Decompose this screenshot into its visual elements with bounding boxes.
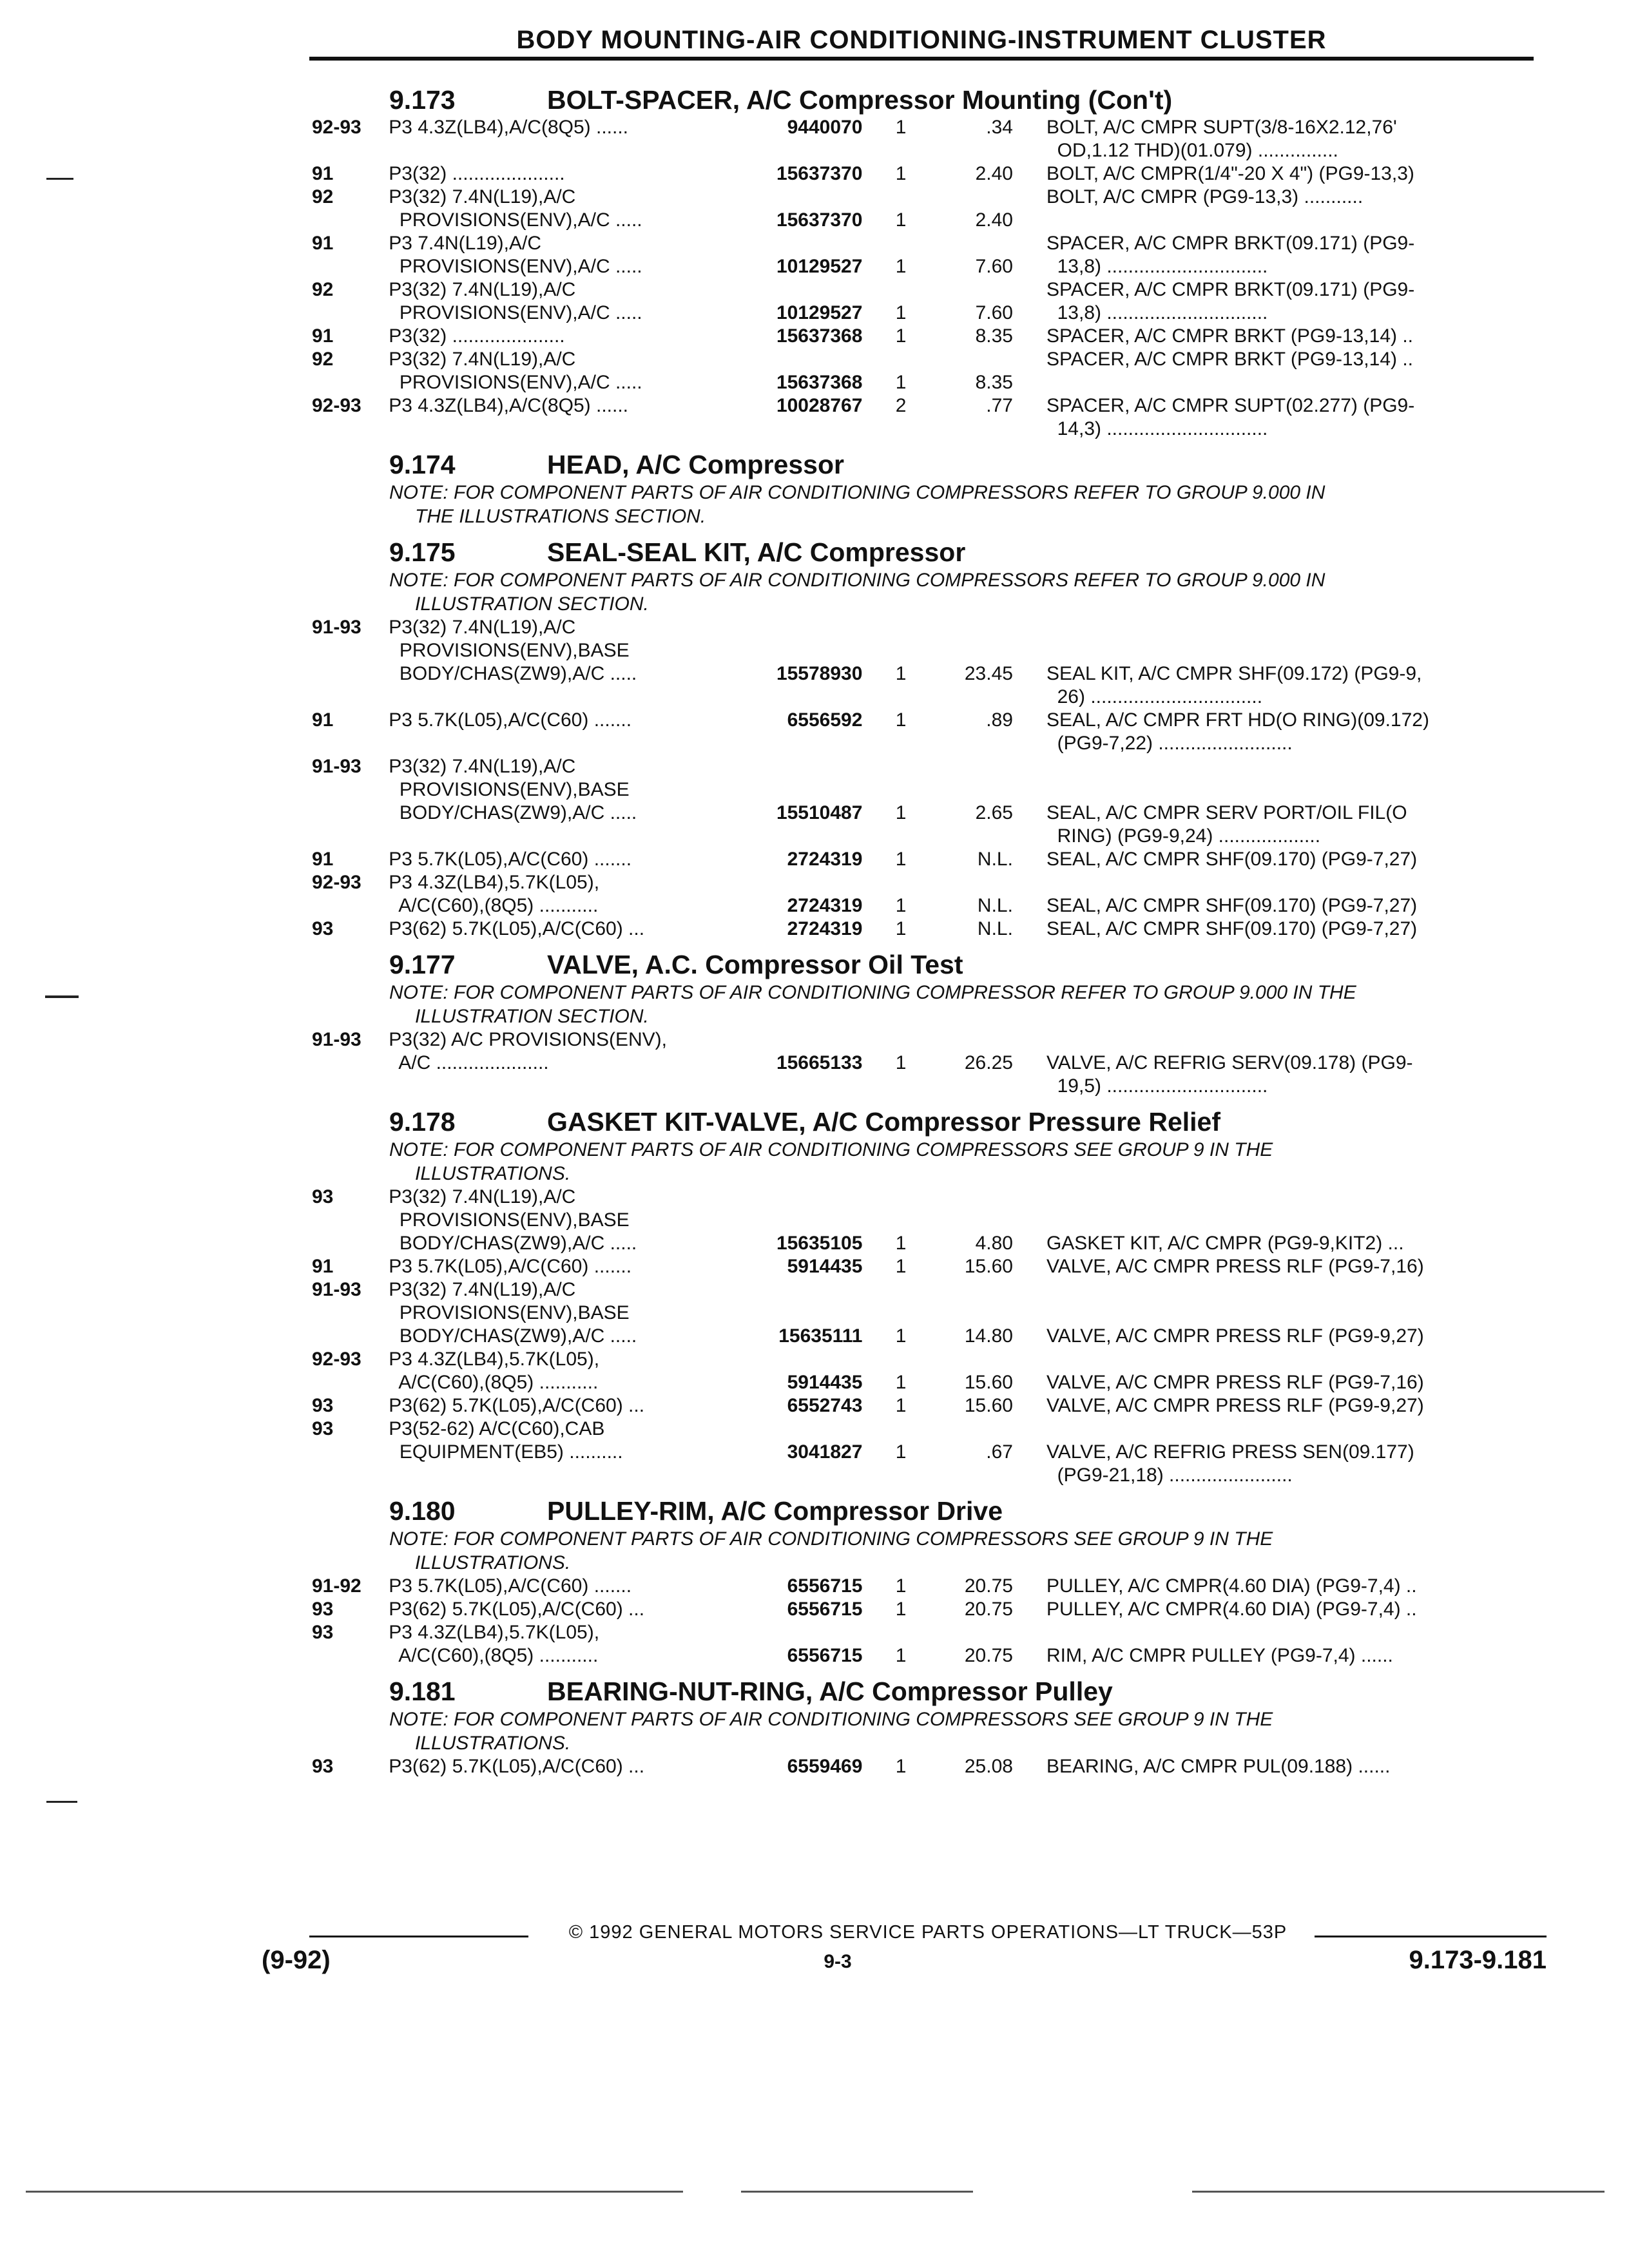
quantity: 1: [895, 325, 907, 347]
part-description: SPACER, A/C CMPR BRKT (PG9-13,14) ..: [1046, 325, 1414, 347]
model-years: 91: [312, 233, 334, 254]
model-years: 93: [312, 1599, 334, 1620]
scan-edge: [26, 2191, 683, 2193]
part-row: [312, 848, 1536, 871]
model-years: 93: [312, 1622, 334, 1643]
usage-description: P3 4.3Z(LB4),A/C(8Q5) ......: [389, 117, 629, 138]
list-price: 2.65: [975, 802, 1013, 823]
section-note: NOTE: FOR COMPONENT PARTS OF AIR CONDITIONING COMPRESSOR REFER TO GROUP 9.000 IN THE: [389, 982, 1356, 1003]
part-description: SEAL, A/C CMPR SHF(09.170) (PG9-7,27): [1046, 849, 1418, 870]
part-row: [312, 394, 1536, 441]
section-number: 9.173: [389, 85, 456, 115]
model-years: 93: [312, 1186, 334, 1207]
list-price: .67: [986, 1441, 1013, 1463]
quantity: 1: [895, 372, 907, 393]
list-price: 25.08: [964, 1756, 1013, 1777]
part-description: PULLEY, A/C CMPR(4.60 DIA) (PG9-7,4) ..: [1046, 1575, 1417, 1597]
part-number: 2724319: [787, 918, 863, 939]
section-number: 9.174: [389, 450, 456, 479]
quantity: 1: [895, 1645, 907, 1666]
section-number: 9.181: [389, 1677, 456, 1706]
usage-description: P3(62) 5.7K(L05),A/C(C60) ...: [389, 1756, 645, 1777]
section-heading: [312, 536, 1536, 568]
model-years: 92: [312, 279, 334, 300]
part-number: 15637368: [776, 325, 863, 347]
model-years: 91-93: [312, 1279, 361, 1300]
part-row: [312, 1755, 1536, 1778]
part-number: 6556715: [787, 1645, 863, 1666]
list-price: 23.45: [964, 663, 1013, 684]
list-price: 7.60: [975, 256, 1013, 277]
section-note-continued: [312, 1731, 1536, 1755]
part-number: 15637370: [776, 163, 863, 184]
model-years: 92-93: [312, 117, 361, 138]
section-title: VALVE, A.C. Compressor Oil Test: [547, 950, 963, 979]
model-years: 92-93: [312, 872, 361, 893]
part-description: SEAL KIT, A/C CMPR SHF(09.172) (PG9-9, 26) ................................: [1046, 663, 1422, 707]
part-description: BOLT, A/C CMPR (PG9-13,3) ...........: [1046, 186, 1364, 207]
section-note-text: THE ILLUSTRATIONS SECTION.: [415, 506, 706, 527]
usage-description: P3 5.7K(L05),A/C(C60) .......: [389, 709, 632, 731]
part-number: 6556715: [787, 1599, 863, 1620]
quantity: 1: [895, 1325, 907, 1347]
model-years: 91: [312, 709, 334, 731]
list-price: .77: [986, 395, 1013, 416]
quantity: 2: [895, 395, 907, 416]
section-heading: [312, 1106, 1536, 1138]
quantity: 1: [895, 1395, 907, 1416]
usage-description: P3(62) 5.7K(L05),A/C(C60) ...: [389, 918, 645, 939]
section-note-text: ILLUSTRATIONS.: [415, 1163, 571, 1184]
section-title: PULLEY-RIM, A/C Compressor Drive: [547, 1496, 1003, 1526]
part-number: 15637370: [776, 209, 863, 231]
usage-description: P3 5.7K(L05),A/C(C60) .......: [389, 849, 632, 870]
quantity: 1: [895, 209, 907, 231]
part-row: [312, 348, 1536, 394]
section-heading: [312, 84, 1536, 116]
part-row: [312, 1621, 1536, 1667]
usage-description: P3(32) 7.4N(L19),A/C PROVISIONS(ENV),A/C .....: [389, 279, 642, 323]
quantity: 1: [895, 1756, 907, 1777]
part-description: VALVE, A/C CMPR PRESS RLF (PG9-9,27): [1046, 1325, 1424, 1347]
model-years: 92-93: [312, 395, 361, 416]
part-description: VALVE, A/C REFRIG PRESS SEN(09.177) (PG9-21,18) .......................: [1046, 1441, 1414, 1486]
usage-description: P3 7.4N(L19),A/C PROVISIONS(ENV),A/C .....: [389, 233, 642, 277]
part-row: [312, 186, 1536, 232]
parts-listing: [312, 76, 1536, 1778]
usage-description: P3 4.3Z(LB4),5.7K(L05), A/C(C60),(8Q5) ...........: [389, 872, 600, 916]
list-price: N.L.: [977, 895, 1013, 916]
usage-description: P3 5.7K(L05),A/C(C60) .......: [389, 1575, 632, 1597]
part-description: SPACER, A/C CMPR BRKT(09.171) (PG9- 13,8) ..............................: [1046, 279, 1415, 323]
section-heading: [312, 1675, 1536, 1707]
usage-description: P3 4.3Z(LB4),A/C(8Q5) ......: [389, 395, 629, 416]
part-row: [312, 1278, 1536, 1348]
header-rule: [309, 57, 1534, 61]
section-heading: [312, 1495, 1536, 1527]
quantity: 1: [895, 802, 907, 823]
part-number: 6559469: [787, 1756, 863, 1777]
section-title: HEAD, A/C Compressor: [547, 450, 844, 479]
section-title: BEARING-NUT-RING, A/C Compressor Pulley: [547, 1677, 1113, 1706]
quantity: 1: [895, 1441, 907, 1463]
part-number: 10028767: [776, 395, 863, 416]
section-note-continued: [312, 505, 1536, 528]
model-years: 91: [312, 849, 334, 870]
part-number: 3041827: [787, 1441, 863, 1463]
part-number: 10129527: [776, 302, 863, 323]
section-note: NOTE: FOR COMPONENT PARTS OF AIR CONDITIONING COMPRESSORS SEE GROUP 9 IN THE: [389, 1139, 1273, 1160]
section-note-text: ILLUSTRATION SECTION.: [415, 593, 649, 615]
part-number: 10129527: [776, 256, 863, 277]
part-row: [312, 1418, 1536, 1487]
part-number: 15510487: [776, 802, 863, 823]
part-description: SEAL, A/C CMPR FRT HD(O RING)(09.172) (PG9-7,22) .........................: [1046, 709, 1429, 754]
model-years: 93: [312, 1418, 334, 1439]
part-row: [312, 1394, 1536, 1418]
list-price: 15.60: [964, 1395, 1013, 1416]
list-price: 20.75: [964, 1575, 1013, 1597]
part-description: SEAL, A/C CMPR SERV PORT/OIL FIL(O RING) (PG9-9,24) ...................: [1046, 802, 1407, 847]
part-row: [312, 232, 1536, 278]
model-years: 93: [312, 918, 334, 939]
page-title: BODY MOUNTING-AIR CONDITIONING-INSTRUMENT CLUSTER: [516, 26, 1327, 54]
usage-description: P3(32) 7.4N(L19),A/C PROVISIONS(ENV),A/C .....: [389, 186, 642, 231]
model-years: 91-93: [312, 756, 361, 777]
part-description: BEARING, A/C CMPR PUL(09.188) ......: [1046, 1756, 1391, 1777]
quantity: 1: [895, 709, 907, 731]
part-row: [312, 616, 1536, 709]
model-years: 93: [312, 1395, 334, 1416]
part-row: [312, 918, 1536, 941]
part-description: SEAL, A/C CMPR SHF(09.170) (PG9-7,27): [1046, 918, 1418, 939]
part-row: [312, 709, 1536, 755]
part-number: 6556715: [787, 1575, 863, 1597]
model-years: 91-92: [312, 1575, 361, 1597]
section-title: SEAL-SEAL KIT, A/C Compressor: [547, 537, 966, 567]
list-price: 20.75: [964, 1599, 1013, 1620]
section-title: BOLT-SPACER, A/C Compressor Mounting (Con't): [547, 85, 1173, 115]
section-note-continued: [312, 1004, 1536, 1028]
list-price: .34: [986, 117, 1013, 138]
list-price: 8.35: [975, 372, 1013, 393]
part-number: 6556592: [787, 709, 863, 731]
quantity: 1: [895, 1372, 907, 1393]
list-price: 26.25: [964, 1052, 1013, 1073]
section-title: GASKET KIT-VALVE, A/C Compressor Pressure Relief: [547, 1107, 1220, 1137]
section-note-continued: [312, 592, 1536, 616]
margin-mark: [45, 995, 79, 998]
usage-description: P3(32) .....................: [389, 163, 565, 184]
model-years: 91: [312, 325, 334, 347]
part-description: GASKET KIT, A/C CMPR (PG9-9,KIT2) ...: [1046, 1233, 1404, 1254]
part-description: RIM, A/C CMPR PULLEY (PG9-7,4) ......: [1046, 1645, 1393, 1666]
usage-description: P3 4.3Z(LB4),5.7K(L05), A/C(C60),(8Q5) ...........: [389, 1349, 600, 1393]
section-number: 9.175: [389, 537, 456, 567]
list-price: N.L.: [977, 849, 1013, 870]
usage-description: P3(52-62) A/C(C60),CAB EQUIPMENT(EB5) ..........: [389, 1418, 623, 1463]
revision-date: (9-92): [262, 1946, 331, 1974]
section-note: NOTE: FOR COMPONENT PARTS OF AIR CONDITIONING COMPRESSORS REFER TO GROUP 9.000 IN: [389, 570, 1325, 591]
part-number: 2724319: [787, 895, 863, 916]
list-price: .89: [986, 709, 1013, 731]
list-price: 4.80: [975, 1233, 1013, 1254]
part-row: [312, 1575, 1536, 1598]
usage-description: P3(32) 7.4N(L19),A/C PROVISIONS(ENV),BASE BODY/CHAS(ZW9),A/C .....: [389, 1186, 637, 1254]
page-number: 9-3: [824, 1951, 852, 1972]
section-note-continued: [312, 1551, 1536, 1575]
part-number: 9440070: [787, 117, 863, 138]
section-number: 9.180: [389, 1496, 456, 1526]
part-row: [312, 1598, 1536, 1621]
quantity: 1: [895, 849, 907, 870]
part-number: 15665133: [776, 1052, 863, 1073]
quantity: 1: [895, 895, 907, 916]
part-row: [312, 1255, 1536, 1278]
part-row: [312, 1348, 1536, 1394]
footer-rule-right: [1315, 1936, 1547, 1937]
usage-description: P3(32) 7.4N(L19),A/C PROVISIONS(ENV),BASE BODY/CHAS(ZW9),A/C .....: [389, 756, 637, 823]
section-note-continued: [312, 1162, 1536, 1186]
part-row: [312, 1028, 1536, 1098]
part-description: BOLT, A/C CMPR(1/4"-20 X 4") (PG9-13,3): [1046, 163, 1414, 184]
section-note: NOTE: FOR COMPONENT PARTS OF AIR CONDITIONING COMPRESSORS REFER TO GROUP 9.000 IN: [389, 482, 1325, 503]
list-price: 2.40: [975, 209, 1013, 231]
margin-mark: [46, 1801, 77, 1803]
model-years: 91: [312, 163, 334, 184]
section-note-text: ILLUSTRATION SECTION.: [415, 1006, 649, 1027]
copyright-notice: © 1992 GENERAL MOTORS SERVICE PARTS OPERATIONS—LT TRUCK—53P: [568, 1922, 1287, 1943]
quantity: 1: [895, 1599, 907, 1620]
section-note-text: ILLUSTRATIONS.: [415, 1552, 571, 1573]
model-years: 92-93: [312, 1349, 361, 1370]
part-row: [312, 755, 1536, 848]
quantity: 1: [895, 256, 907, 277]
model-years: 93: [312, 1756, 334, 1777]
part-row: [312, 871, 1536, 918]
quantity: 1: [895, 117, 907, 138]
quantity: 1: [895, 663, 907, 684]
part-description: VALVE, A/C CMPR PRESS RLF (PG9-9,27): [1046, 1395, 1424, 1416]
section-heading: [312, 448, 1536, 481]
list-price: 14.80: [964, 1325, 1013, 1347]
list-price: 8.35: [975, 325, 1013, 347]
model-years: 91-93: [312, 1029, 361, 1050]
list-price: 15.60: [964, 1372, 1013, 1393]
usage-description: P3 5.7K(L05),A/C(C60) .......: [389, 1256, 632, 1277]
part-row: [312, 325, 1536, 348]
part-row: [312, 1186, 1536, 1255]
part-row: [312, 278, 1536, 325]
part-description: VALVE, A/C CMPR PRESS RLF (PG9-7,16): [1046, 1372, 1424, 1393]
quantity: 1: [895, 1233, 907, 1254]
model-years: 91-93: [312, 617, 361, 638]
scan-edge: [741, 2191, 973, 2193]
part-number: 5914435: [787, 1372, 863, 1393]
part-number: 5914435: [787, 1256, 863, 1277]
section-note: NOTE: FOR COMPONENT PARTS OF AIR CONDITIONING COMPRESSORS SEE GROUP 9 IN THE: [389, 1528, 1273, 1550]
part-description: VALVE, A/C REFRIG SERV(09.178) (PG9- 19,5) ..............................: [1046, 1052, 1413, 1097]
model-years: 92: [312, 349, 334, 370]
quantity: 1: [895, 918, 907, 939]
section-number: 9.178: [389, 1107, 456, 1137]
usage-description: P3 4.3Z(LB4),5.7K(L05), A/C(C60),(8Q5) ...........: [389, 1622, 600, 1666]
quantity: 1: [895, 302, 907, 323]
part-number: 2724319: [787, 849, 863, 870]
part-number: 15578930: [776, 663, 863, 684]
quantity: 1: [895, 163, 907, 184]
quantity: 1: [895, 1575, 907, 1597]
usage-description: P3(32) 7.4N(L19),A/C PROVISIONS(ENV),A/C .....: [389, 349, 642, 393]
part-description: PULLEY, A/C CMPR(4.60 DIA) (PG9-7,4) ..: [1046, 1599, 1417, 1620]
section-note: NOTE: FOR COMPONENT PARTS OF AIR CONDITIONING COMPRESSORS SEE GROUP 9 IN THE: [389, 1709, 1273, 1730]
usage-description: P3(32) 7.4N(L19),A/C PROVISIONS(ENV),BASE BODY/CHAS(ZW9),A/C .....: [389, 1279, 637, 1347]
part-description: VALVE, A/C CMPR PRESS RLF (PG9-7,16): [1046, 1256, 1424, 1277]
section-number: 9.177: [389, 950, 456, 979]
margin-mark: [46, 178, 73, 180]
usage-description: P3(62) 5.7K(L05),A/C(C60) ...: [389, 1599, 645, 1620]
part-description: BOLT, A/C CMPR SUPT(3/8-16X2.12,76' OD,1.12 THD)(01.079) ...............: [1046, 117, 1397, 161]
part-number: 6552743: [787, 1395, 863, 1416]
footer-rule-left: [309, 1936, 528, 1937]
usage-description: P3(32) 7.4N(L19),A/C PROVISIONS(ENV),BASE BODY/CHAS(ZW9),A/C .....: [389, 617, 637, 684]
usage-description: P3(32) .....................: [389, 325, 565, 347]
section-range: 9.173-9.181: [1409, 1946, 1547, 1974]
list-price: 20.75: [964, 1645, 1013, 1666]
quantity: 1: [895, 1052, 907, 1073]
part-description: SPACER, A/C CMPR BRKT (PG9-13,14) ..: [1046, 349, 1414, 370]
part-description: SPACER, A/C CMPR SUPT(02.277) (PG9- 14,3) ..............................: [1046, 395, 1415, 439]
section-note-text: ILLUSTRATIONS.: [415, 1733, 571, 1754]
usage-description: P3(32) A/C PROVISIONS(ENV), A/C .....................: [389, 1029, 667, 1073]
part-row: [312, 116, 1536, 162]
part-row: [312, 162, 1536, 186]
part-number: 15635111: [778, 1325, 863, 1347]
list-price: 15.60: [964, 1256, 1013, 1277]
part-number: 15637368: [776, 372, 863, 393]
part-description: SPACER, A/C CMPR BRKT(09.171) (PG9- 13,8) ..............................: [1046, 233, 1415, 277]
section-heading: [312, 948, 1536, 981]
list-price: 7.60: [975, 302, 1013, 323]
quantity: 1: [895, 1256, 907, 1277]
model-years: 91: [312, 1256, 334, 1277]
model-years: 92: [312, 186, 334, 207]
list-price: 2.40: [975, 163, 1013, 184]
usage-description: P3(62) 5.7K(L05),A/C(C60) ...: [389, 1395, 645, 1416]
scan-edge: [1192, 2191, 1605, 2193]
part-description: SEAL, A/C CMPR SHF(09.170) (PG9-7,27): [1046, 895, 1418, 916]
part-number: 15635105: [776, 1233, 863, 1254]
list-price: N.L.: [977, 918, 1013, 939]
